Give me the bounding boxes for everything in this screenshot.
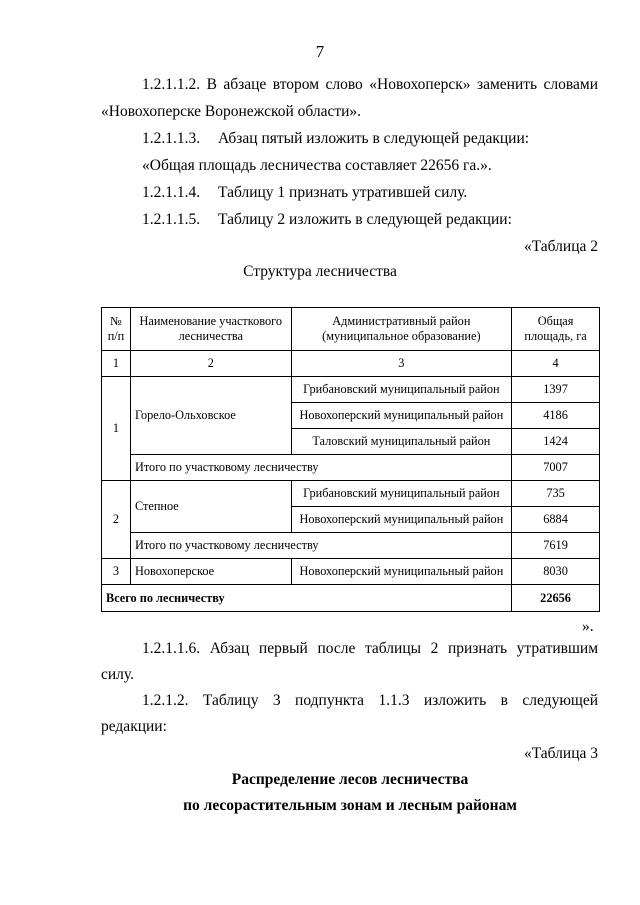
table-2-title: Структура лесничества: [243, 263, 397, 280]
quoted-sentence: «Общая площадь лесничества составляет 22656 га.».: [142, 157, 492, 174]
closing-quote: ».: [582, 618, 594, 635]
table-3-title-line-1: Распределение лесов лесничества: [231, 771, 469, 788]
page-number: 7: [315, 42, 325, 61]
table-row: [102, 559, 600, 585]
district-name: Новохоперский муниципальный район: [291, 403, 512, 429]
total-value: 22656: [512, 585, 600, 612]
column-number: 4: [512, 351, 600, 377]
paragraph-2: [142, 130, 529, 148]
clause-text: Абзац пятый изложить в следующей редакции:: [218, 130, 530, 147]
clause-text: Таблицу 3 подпункта 1.1.3 изложить в следующей: [202, 692, 599, 709]
row-number: 1: [102, 377, 131, 481]
paragraph-6: [142, 692, 598, 710]
clause-text: Таблицу 2 изложить в следующей редакции:: [218, 211, 512, 228]
area-value: 6884: [512, 507, 600, 533]
total-label: Всего по лесничеству: [102, 585, 512, 612]
clause-number: 1.2.1.1.5.: [142, 211, 201, 228]
district-name: Новохоперский муниципальный район: [291, 559, 512, 585]
table-3-title-line-2: по лесорастительным зонам и лесным районам: [183, 797, 517, 814]
table-header-row: [102, 308, 600, 351]
clause-number: 1.2.1.1.4.: [142, 184, 201, 201]
clause-number: 1.2.1.1.6.: [142, 640, 201, 657]
subtotal-row: [102, 455, 600, 481]
clause-text: Абзац первый после таблицы 2 признать утратившим: [209, 640, 598, 657]
row-number: 2: [102, 481, 131, 559]
clause-number: 1.2.1.1.2.: [142, 76, 201, 93]
clause-text: В абзаце втором слово «Новохоперск» заменить словами: [206, 76, 598, 93]
subtotal-value: 7619: [512, 533, 600, 559]
subtotal-row: [102, 533, 600, 559]
paragraph-5: [142, 640, 598, 658]
clause-number: 1.2.1.1.3.: [142, 130, 201, 147]
table-2-label: «Таблица 2: [523, 238, 598, 255]
area-value: 1424: [512, 429, 600, 455]
paragraph-1-continuation: «Новохоперске Воронежской области».: [101, 103, 362, 120]
area-value: 4186: [512, 403, 600, 429]
area-value: 735: [512, 481, 600, 507]
district-name: Грибановский муниципальный район: [291, 481, 512, 507]
paragraph-1: [142, 76, 598, 94]
table-row: [102, 377, 600, 403]
header-area: Общая площадь, га: [512, 308, 600, 351]
column-number-row: [102, 351, 600, 377]
paragraph-5-continuation: силу.: [101, 666, 134, 683]
column-number: 3: [291, 351, 512, 377]
header-forestry-name: Наименование участкового лесничества: [130, 308, 291, 351]
forestry-name: Степное: [130, 481, 291, 533]
table-row: [102, 481, 600, 507]
clause-text: Таблицу 1 признать утратившей силу.: [218, 184, 468, 201]
header-number: № п/п: [102, 308, 131, 351]
forestry-name: Новохоперское: [130, 559, 291, 585]
district-name: Новохоперский муниципальный район: [291, 507, 512, 533]
total-row: [102, 585, 600, 612]
forestry-structure-table: [101, 307, 600, 612]
table-3-label: «Таблица 3: [523, 745, 598, 762]
paragraph-3: [142, 184, 467, 202]
area-value: 1397: [512, 377, 600, 403]
clause-number: 1.2.1.2.: [142, 692, 189, 709]
forestry-name: Горело-Ольховское: [130, 377, 291, 455]
paragraph-6-continuation: редакции:: [101, 718, 167, 735]
district-name: Таловский муниципальный район: [291, 429, 512, 455]
row-number: 3: [102, 559, 131, 585]
subtotal-label: Итого по участковому лесничеству: [130, 533, 511, 559]
subtotal-value: 7007: [512, 455, 600, 481]
area-value: 8030: [512, 559, 600, 585]
column-number: 2: [130, 351, 291, 377]
header-district: Административный район (муниципальное образование): [291, 308, 512, 351]
paragraph-4: [142, 211, 512, 229]
column-number: 1: [102, 351, 131, 377]
subtotal-label: Итого по участковому лесничеству: [130, 455, 511, 481]
district-name: Грибановский муниципальный район: [291, 377, 512, 403]
